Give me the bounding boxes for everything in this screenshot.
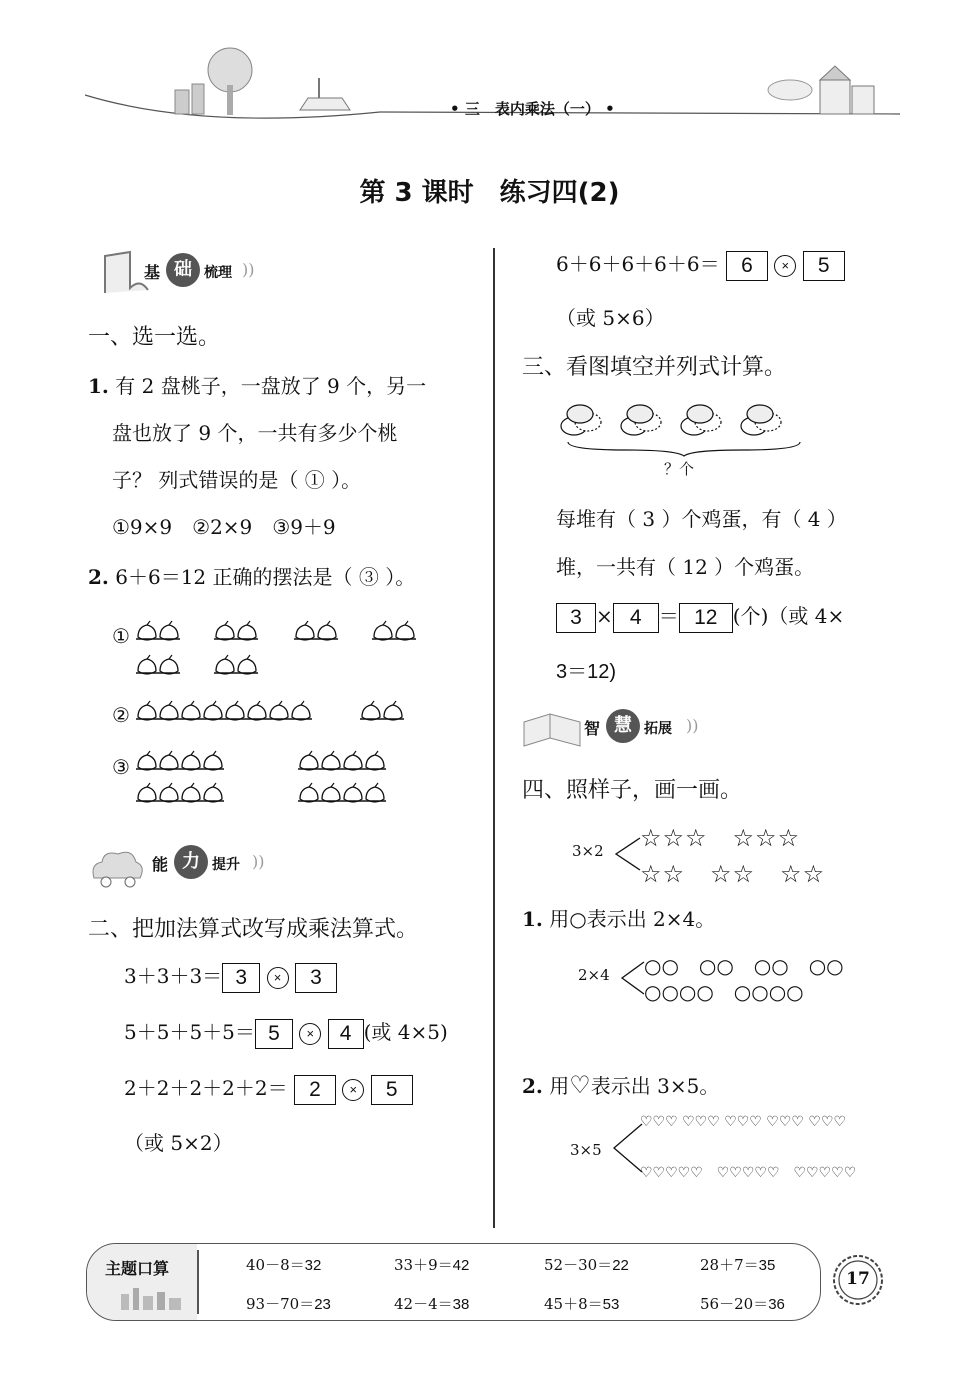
oral-skyline-illustration bbox=[117, 1284, 187, 1314]
q1-p2-number: 2. bbox=[88, 565, 109, 589]
egg-brace-label: ？个 bbox=[664, 460, 695, 478]
q2-row3-note: （或 5×2） bbox=[124, 1131, 233, 1155]
cloud-car-illustration bbox=[88, 844, 148, 888]
q2-row4-box-a: 6 bbox=[726, 251, 768, 281]
q2-row-4 bbox=[556, 248, 845, 281]
q3-box-3: 12 bbox=[679, 603, 733, 633]
chapter-title: 三 表内乘法（一） bbox=[464, 100, 600, 118]
times-circle: × bbox=[774, 255, 796, 277]
q4-p1-number: 1. bbox=[522, 907, 543, 931]
q1-problem1-line1 bbox=[88, 370, 426, 399]
q3-equation bbox=[556, 600, 844, 633]
badge-char-1: 智 bbox=[584, 719, 601, 738]
split-branch bbox=[610, 1120, 644, 1176]
badge-char-3: 提升 bbox=[212, 857, 240, 873]
q2-row2-box-a: 5 bbox=[255, 1019, 293, 1049]
q4-p1-bottom: ○○○○ ○○○○ bbox=[644, 980, 804, 1004]
badge-char-2: 慧 bbox=[606, 709, 640, 743]
badge-char-2: 力 bbox=[174, 845, 208, 879]
badge-wave: )) bbox=[686, 716, 699, 735]
page-number: 17 bbox=[846, 1269, 870, 1289]
q2-row4-note: （或 5×6） bbox=[556, 306, 665, 330]
q2-row3-box-b: 5 bbox=[371, 1075, 413, 1105]
q2-row1-box-a: 3 bbox=[222, 963, 260, 993]
badge-char-1: 能 bbox=[152, 855, 169, 874]
page-number-badge bbox=[830, 1252, 886, 1308]
header-dot-right: • bbox=[605, 100, 615, 118]
q4-heading: 四、照样子，画一画。 bbox=[522, 778, 743, 803]
split-branch bbox=[612, 832, 642, 876]
badge-wave: )) bbox=[252, 852, 265, 871]
q3-tail: (个)（或 4× bbox=[732, 604, 845, 628]
q1-p1-text2: 盘也放了 9 个，一共有多少个桃 bbox=[112, 421, 398, 445]
oral-item-2: 33＋9＝42 bbox=[394, 1256, 470, 1274]
times-circle: × bbox=[342, 1079, 364, 1101]
q2-row2-note: (或 4×5) bbox=[363, 1020, 448, 1044]
heart-icon: ♡ bbox=[569, 1071, 591, 1099]
slide-illustration bbox=[100, 248, 150, 296]
q2-row-3 bbox=[124, 1072, 413, 1105]
split-branch bbox=[618, 956, 646, 1000]
q2-row3-box-a: 2 bbox=[294, 1075, 336, 1105]
oral-divider bbox=[197, 1250, 199, 1314]
lesson-title: 第 3 课时 练习四(2) bbox=[359, 178, 620, 208]
q2-heading: 二、把加法算式改写成乘法算式。 bbox=[88, 917, 419, 942]
option-marker-1: ① bbox=[112, 624, 130, 648]
q4-p2-post: 表示出 3×5。 bbox=[590, 1074, 720, 1098]
times-circle: × bbox=[299, 1023, 321, 1045]
q4-p2-pre: 用 bbox=[549, 1074, 570, 1098]
q2-row2-expr: 5＋5＋5＋5＝ bbox=[124, 1020, 255, 1044]
q1-problem2-line1 bbox=[88, 561, 415, 590]
oral-item-3: 52－30＝22 bbox=[544, 1256, 629, 1274]
column-divider bbox=[493, 248, 495, 1228]
header-dot-left: • bbox=[450, 100, 460, 118]
q4-p1-label: 2×4 bbox=[578, 966, 610, 984]
q2-row4-expr: 6＋6＋6＋6＋6＝ bbox=[556, 252, 720, 276]
q3-line4: 3＝12) bbox=[556, 661, 617, 683]
q1-p1-number: 1. bbox=[88, 374, 109, 398]
book-illustration bbox=[520, 708, 584, 752]
oral-item-7: 45＋8＝53 bbox=[544, 1295, 620, 1313]
q4-p1-top: ○○ ○○ ○○ ○○ bbox=[644, 954, 844, 978]
oral-item-5: 93－70＝23 bbox=[246, 1295, 331, 1313]
oral-item-6: 42－4＝38 bbox=[394, 1295, 470, 1313]
q4-example-bottom: ☆☆ ☆☆ ☆☆ bbox=[640, 860, 826, 888]
peach-arrangements bbox=[130, 615, 460, 815]
q3-op-equals: ＝ bbox=[658, 604, 679, 628]
q4-p2-bottom: ♡♡♡♡♡ ♡♡♡♡♡ ♡♡♡♡♡ bbox=[640, 1165, 857, 1181]
q3-box-1: 3 bbox=[556, 603, 596, 633]
badge-char-3: 拓展 bbox=[644, 721, 672, 737]
q1-p1-options: ①9×9 ②2×9 ③9＋9 bbox=[112, 515, 336, 539]
q3-heading: 三、看图填空并列式计算。 bbox=[522, 355, 787, 380]
q2-row-1 bbox=[124, 960, 337, 993]
q3-op-times: × bbox=[596, 604, 613, 628]
option-marker-3: ③ bbox=[112, 755, 130, 779]
q2-row3-expr: 2＋2＋2＋2＋2＝ bbox=[124, 1076, 288, 1100]
q3-line1: 每堆有（ 3 ）个鸡蛋，有（ 4 ） bbox=[556, 507, 847, 531]
section-badge-basic bbox=[100, 248, 280, 298]
badge-char-1: 基 bbox=[144, 263, 161, 282]
q2-row4-box-b: 5 bbox=[803, 251, 845, 281]
q1-p1-text3: 子？ 列式错误的是（ ① ）。 bbox=[112, 468, 362, 492]
q1-p2-text: 6＋6＝12 正确的摆法是（ ③ ）。 bbox=[115, 565, 416, 589]
oral-item-1: 40－8＝32 bbox=[246, 1256, 322, 1274]
badge-char-2: 础 bbox=[166, 253, 200, 287]
badge-char-3: 梳理 bbox=[204, 265, 232, 281]
egg-groups-illustration bbox=[556, 398, 826, 458]
q2-row1-expr: 3＋3＋3＝ bbox=[124, 964, 223, 988]
q2-row-2 bbox=[124, 1016, 448, 1049]
q2-row1-box-b: 3 bbox=[295, 963, 337, 993]
badge-wave: )) bbox=[242, 260, 255, 279]
q1-heading: 一、选一选。 bbox=[88, 325, 221, 350]
oral-item-8: 56－20＝36 bbox=[700, 1295, 785, 1313]
section-badge-ability bbox=[88, 840, 288, 890]
q1-p1-text1: 有 2 盘桃子，一盘放了 9 个，另一 bbox=[115, 374, 427, 398]
q4-p2-number: 2. bbox=[522, 1074, 543, 1098]
oral-item-4: 28＋7＝35 bbox=[700, 1256, 776, 1274]
q2-row2-box-b: 4 bbox=[328, 1019, 364, 1049]
q4-p1-text: 用○表示出 2×4。 bbox=[549, 907, 716, 931]
q3-box-2: 4 bbox=[613, 603, 659, 633]
times-circle: × bbox=[267, 967, 289, 989]
q4-p2-label: 3×5 bbox=[570, 1141, 602, 1159]
q4-example-top: ☆☆☆ ☆☆☆ bbox=[640, 824, 801, 852]
oral-title: 主题口算 bbox=[105, 1259, 170, 1278]
option-marker-2: ② bbox=[112, 703, 130, 727]
q4-p2-line bbox=[522, 1070, 719, 1099]
q3-line2: 堆，一共有（ 12 ）个鸡蛋。 bbox=[556, 555, 815, 579]
q4-example-label: 3×2 bbox=[572, 842, 604, 860]
chapter-header bbox=[450, 98, 615, 119]
q4-p2-top: ♡♡♡ ♡♡♡ ♡♡♡ ♡♡♡ ♡♡♡ bbox=[640, 1114, 847, 1130]
section-badge-wisdom bbox=[520, 704, 720, 754]
q4-p1-line bbox=[522, 903, 715, 932]
